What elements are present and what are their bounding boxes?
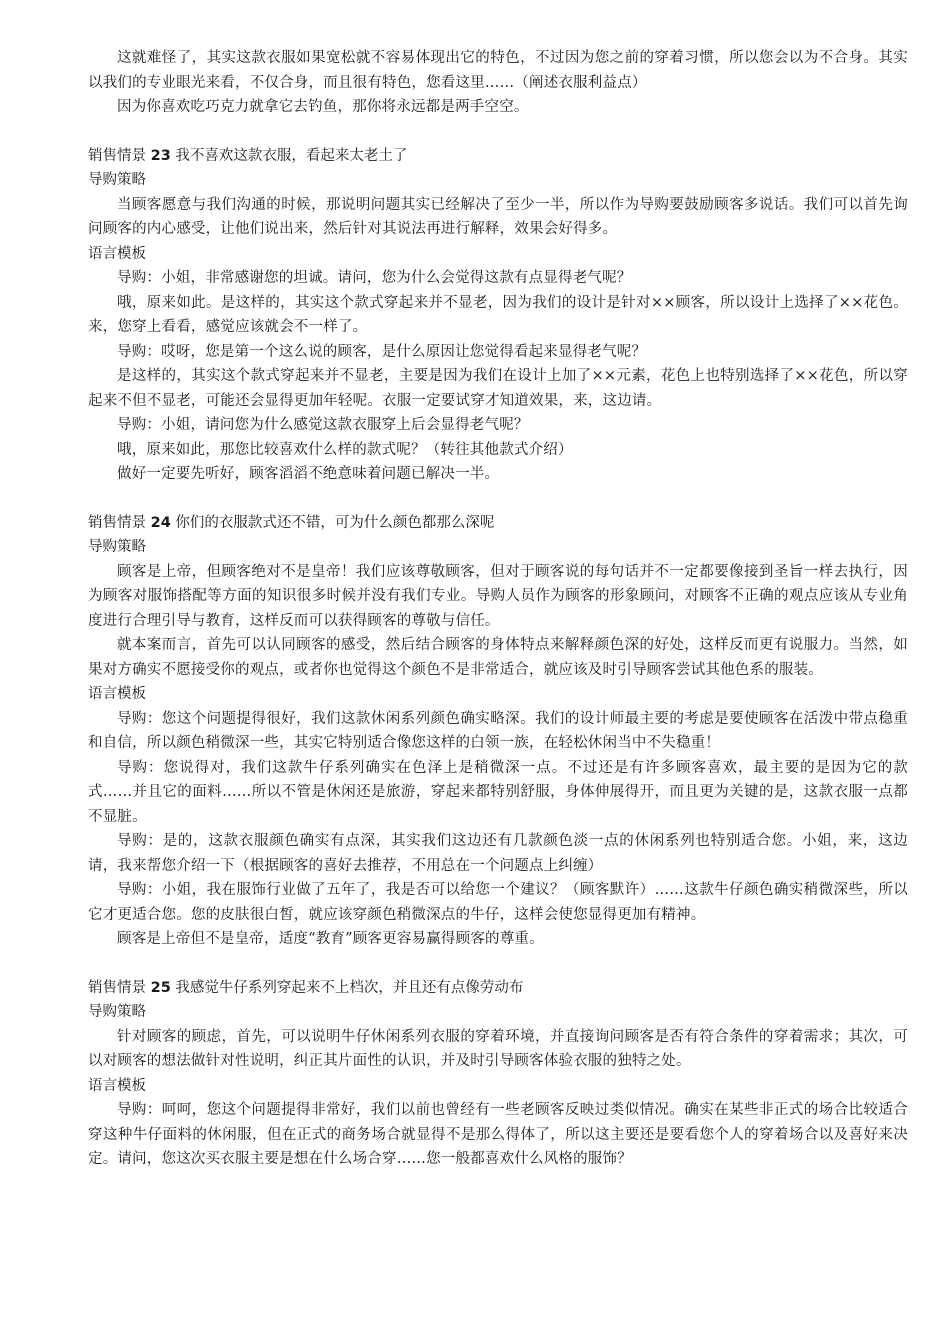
template-paragraph: 导购：是的，这款衣服颜色确实有点深，其实我们这边还有几款颜色淡一点的休闲系列也特别适合您。小姐，来，这边请，我来帮您介绍一下（根据顾客的喜好去推荐，不用总在一个问题点上纠缠）: [88, 833, 908, 874]
heading-title: 你们的衣服款式还不错，可为什么颜色都那么深呢: [170, 514, 495, 531]
strategy-label: 导购策略: [88, 1004, 146, 1020]
strategy-paragraph: 顾客是上帝，但顾客绝对不是皇帝！我们应该尊敬顾客，但对于顾客说的每句话并不一定都要像接到圣旨一样去执行，因为顾客对服饰搭配等方面的知识很多时候并没有我们专业。导购人员作为顾客的形象顾问，对顾客不正确的观点应该从专业角度进行合理引导与教育，这样反而可以获得顾客的尊敬与信任。: [88, 563, 908, 629]
document-page: [88, 46, 908, 1172]
template-paragraph: 是这样的，其实这个款式穿起来并不显老，主要是因为我们在设计上加了××元素，花色上也特别选择了××花色，所以穿起来不但不显老，可能还会显得更加年轻呢。衣服一定要试穿才知道效果，来，这边请。: [88, 368, 908, 409]
template-label: 语言模板: [88, 686, 146, 702]
heading-prefix: 销售情景: [88, 514, 151, 531]
template-paragraph: 导购：您这个问题提得很好，我们这款休闲系列颜色确实略深。我们的设计师最主要的考虑是要使顾客在活泼中带点稳重和自信，所以颜色稍微深一些，其实它特别适合像您这样的白领一族，在轻松休闲当中不失稳重！: [88, 710, 908, 751]
template-label: 语言模板: [88, 245, 146, 262]
strategy-paragraph: 当顾客愿意与我们沟通的时候，那说明问题其实已经解决了至少一半，所以作为导购要鼓励顾客多说话。我们可以首先询问顾客的内心感受，让他们说出来，然后针对其说法再进行解释，效果会好得多。: [88, 196, 908, 237]
template-paragraph: 导购：您说得对，我们这款牛仔系列确实在色泽上是稍微深一点。不过还是有许多顾客喜欢，最主要的是因为它的款式……并且它的面料……所以不管是休闲还是旅游，穿起来都特别舒服，身体伸展得开，而且更为关键的是，这款衣服一点都不显脏。: [88, 759, 908, 825]
strategy-label: 导购策略: [88, 539, 146, 555]
template-paragraph: 做好一定要先听好，顾客滔滔不绝意味着问题已解决一半。: [117, 466, 500, 482]
template-paragraph: 导购：呵呵，您这个问题提得非常好，我们以前也曾经有一些老顾客反映过类似情况。确实在某些非正式的场合比较适合穿这种牛仔面料的休闲服，但在正式的商务场合就显得不是那么得体了，所以这主要还是要看您个人的穿着场合以及喜好来决定。请问，您这次买衣服主要是想在什么场合穿……您一般都喜欢什么风格的服饰？: [88, 1102, 908, 1167]
heading-number: 23: [150, 147, 171, 164]
intro-paragraph: 因为你喜欢吃巧克力就拿它去钓鱼，那你将永远都是两手空空。: [117, 99, 529, 115]
intro-block: [88, 46, 908, 120]
section-heading: [88, 976, 908, 1001]
intro-paragraph: 这就难怪了，其实这款衣服如果宽松就不容易体现出它的特色，不过因为您之前的穿着习惯，所以您会以为不合身。其实以我们的专业眼光来看，不仅合身，而且很有特色，您看这里……（阐述衣服利益点）: [88, 50, 908, 91]
template-paragraph: 顾客是上帝但不是皇帝，适度“教育”顾客更容易赢得顾客的尊重。: [117, 931, 544, 947]
template-paragraph: 导购：小姐，我在服饰行业做了五年了，我是否可以给您一个建议？（顾客默许）……这款牛仔颜色确实稍微深些，所以它才更适合您。您的皮肤很白皙，就应该穿颜色稍微深点的牛仔，这样会使您显得更加有精神。: [88, 882, 908, 923]
strategy-paragraph: 针对顾客的顾虑，首先，可以说明牛仔休闲系列衣服的穿着环境，并直接询问顾客是否有符合条件的穿着需求；其次，可以对顾客的想法做针对性说明，纠正其片面性的认识，并及时引导顾客体验衣服的独特之处。: [88, 1028, 908, 1069]
template-paragraph: 导购：小姐，请问您为什么感觉这款衣服穿上后会显得老气呢？: [117, 417, 529, 433]
template-label: 语言模板: [88, 1077, 146, 1094]
heading-title: 我不喜欢这款衣服，看起来太老土了: [170, 147, 408, 164]
strategy-paragraph: 就本案而言，首先可以认同顾客的感受，然后结合顾客的身体特点来解释颜色深的好处，这样反而更有说服力。当然，如果对方确实不愿接受你的观点，或者你也觉得这个颜色不是非常适合，就应该及时引导顾客尝试其他色系的服装。: [88, 637, 908, 678]
section-24: [88, 511, 908, 952]
heading-number: 25: [150, 979, 171, 996]
heading-number: 24: [150, 514, 171, 531]
strategy-label: 导购策略: [88, 172, 146, 188]
section-23: [88, 144, 908, 487]
heading-title: 我感觉牛仔系列穿起来不上档次，并且还有点像劳动布: [170, 979, 524, 996]
heading-prefix: 销售情景: [88, 979, 151, 996]
template-paragraph: 哦，原来如此。是这样的，其实这个款式穿起来并不显老，因为我们的设计是针对××顾客，所以设计上选择了××花色。来，您穿上看看，感觉应该就会不一样了。: [88, 294, 908, 335]
section-heading: [88, 511, 908, 536]
template-paragraph: 哦，原来如此，那您比较喜欢什么样的款式呢？（转往其他款式介绍）: [117, 441, 573, 458]
template-paragraph: 导购：小姐，非常感谢您的坦诚。请问，您为什么会觉得这款有点显得老气呢？: [117, 270, 632, 286]
heading-prefix: 销售情景: [88, 147, 151, 164]
section-heading: [88, 144, 908, 169]
template-paragraph: 导购：哎呀，您是第一个这么说的顾客，是什么原因让您觉得看起来显得老气呢？: [117, 343, 647, 360]
section-25: [88, 976, 908, 1172]
